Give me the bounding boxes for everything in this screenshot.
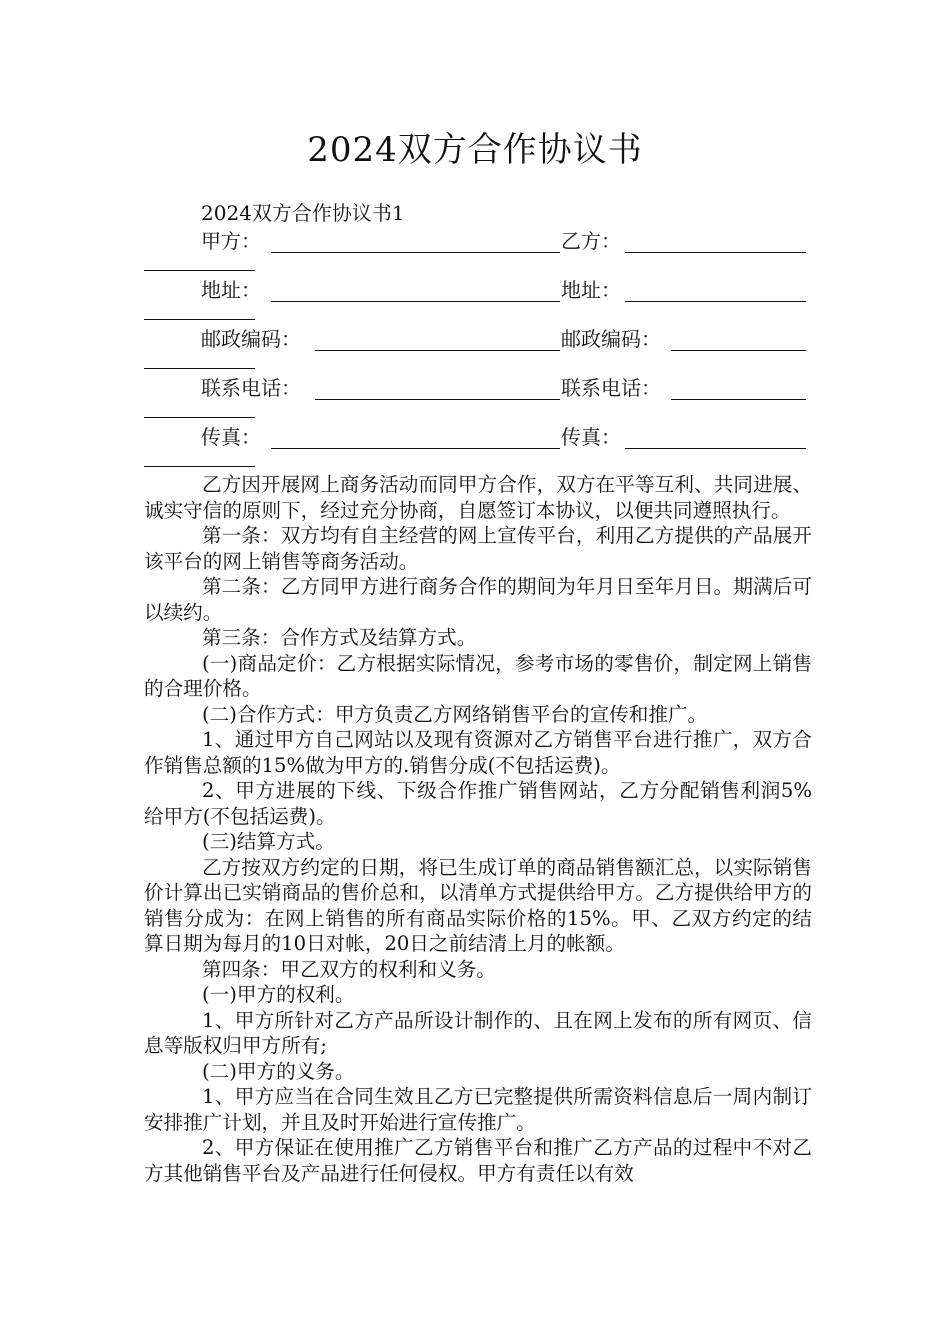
party-b-phone-blank-continued[interactable]	[144, 417, 255, 418]
document-subtitle: 2024双方合作协议书1	[201, 201, 405, 225]
paragraph-cooperation-item-1: 1、通过甲方自己网站以及现有资源对乙方销售平台进行推广，双方合作销售总额的15%做为甲方的.销售分成(不包括运费)。	[144, 728, 812, 777]
agreement-body	[144, 472, 812, 1186]
party-b-phone-blank[interactable]	[671, 399, 806, 400]
party-a-postcode-blank[interactable]	[315, 350, 560, 351]
party-b-address-blank[interactable]	[625, 301, 806, 302]
party-b-phone-label: 联系电话：	[561, 376, 661, 400]
party-b-blank-continued[interactable]	[144, 270, 255, 271]
paragraph-party-a-obligations: (二)甲方的义务。	[202, 1059, 355, 1083]
party-a-phone-label: 联系电话：	[201, 376, 301, 400]
party-b-fax-blank[interactable]	[625, 448, 806, 449]
paragraph-intro: 乙方因开展网上商务活动而同甲方合作，双方在平等互利、共同进展、诚实守信的原则下，经过充分协商，自愿签订本协议，以便共同遵照执行。	[144, 473, 812, 522]
party-a-blank[interactable]	[271, 252, 560, 253]
paragraph-article-1: 第一条：双方均有自主经营的网上宣传平台，利用乙方提供的产品展开该平台的网上销售等商务活动。	[144, 524, 812, 573]
paragraph-article-3: 第三条：合作方式及结算方式。	[202, 626, 477, 649]
paragraph-party-a-rights: (一)甲方的权利。	[202, 983, 355, 1006]
party-b-address-label: 地址：	[561, 278, 621, 302]
party-b-postcode-label: 邮政编码：	[561, 327, 661, 351]
field-row-postcode	[0, 326, 950, 376]
party-a-phone-blank[interactable]	[315, 399, 560, 400]
party-a-address-blank[interactable]	[271, 301, 560, 302]
paragraph-pricing: (一)商品定价：乙方根据实际情况，参考市场的零售价，制定网上销售的合理价格。	[144, 651, 812, 700]
field-row-phone	[0, 375, 950, 425]
paragraph-article-2: 第二条：乙方同甲方进行商务合作的期间为年月日至年月日。期满后可以续约。	[144, 575, 812, 624]
party-a-fax-label: 传真：	[201, 425, 261, 449]
party-b-fax-label: 传真：	[561, 425, 621, 449]
paragraph-cooperation-item-2: 2、甲方进展的下线、下级合作推广销售网站，乙方分配销售利润5%给甲方(不包括运费)。	[144, 779, 812, 828]
party-a-postcode-label: 邮政编码：	[201, 327, 301, 351]
field-row-fax	[0, 424, 950, 474]
field-row-address	[0, 277, 950, 327]
party-b-label: 乙方：	[561, 229, 621, 253]
party-a-label: 甲方：	[201, 229, 261, 253]
party-b-address-blank-continued[interactable]	[144, 319, 255, 320]
field-row-party	[0, 228, 950, 278]
paragraph-obligations-item-2: 2、甲方保证在使用推广乙方销售平台和推广乙方产品的过程中不对乙方其他销售平台及产品进行任何侵权。甲方有责任以有效	[144, 1136, 812, 1185]
party-b-blank[interactable]	[625, 252, 806, 253]
paragraph-settlement-detail: 乙方按双方约定的日期，将已生成订单的商品销售额汇总，以实际销售价计算出已实销商品的售价总和，以清单方式提供给甲方。乙方提供给甲方的销售分成为：在网上销售的所有商品实际价格的15%。甲、乙双方约定的结算日期为每月的10日对帐，20日之前结清上月的帐额。	[144, 855, 812, 955]
document-title: 2024双方合作协议书	[307, 130, 643, 170]
paragraph-article-4: 第四条：甲乙双方的权利和义务。	[202, 957, 496, 981]
party-b-postcode-blank[interactable]	[671, 350, 806, 351]
paragraph-cooperation: (二)合作方式：甲方负责乙方网络销售平台的宣传和推广。	[202, 702, 708, 726]
party-a-fax-blank[interactable]	[271, 448, 560, 449]
paragraph-rights-item-1: 1、甲方所针对乙方产品所设计制作的、且在网上发布的所有网页、信息等版权归甲方所有;	[144, 1008, 812, 1057]
party-b-postcode-blank-continued[interactable]	[144, 368, 255, 369]
party-b-fax-blank-continued[interactable]	[144, 466, 255, 467]
paragraph-obligations-item-1: 1、甲方应当在合同生效且乙方已完整提供所需资料信息后一周内制订安排推广计划，并且及时开始进行宣传推广。	[144, 1085, 812, 1134]
paragraph-settlement: (三)结算方式。	[202, 830, 335, 853]
party-a-address-label: 地址：	[201, 278, 261, 302]
